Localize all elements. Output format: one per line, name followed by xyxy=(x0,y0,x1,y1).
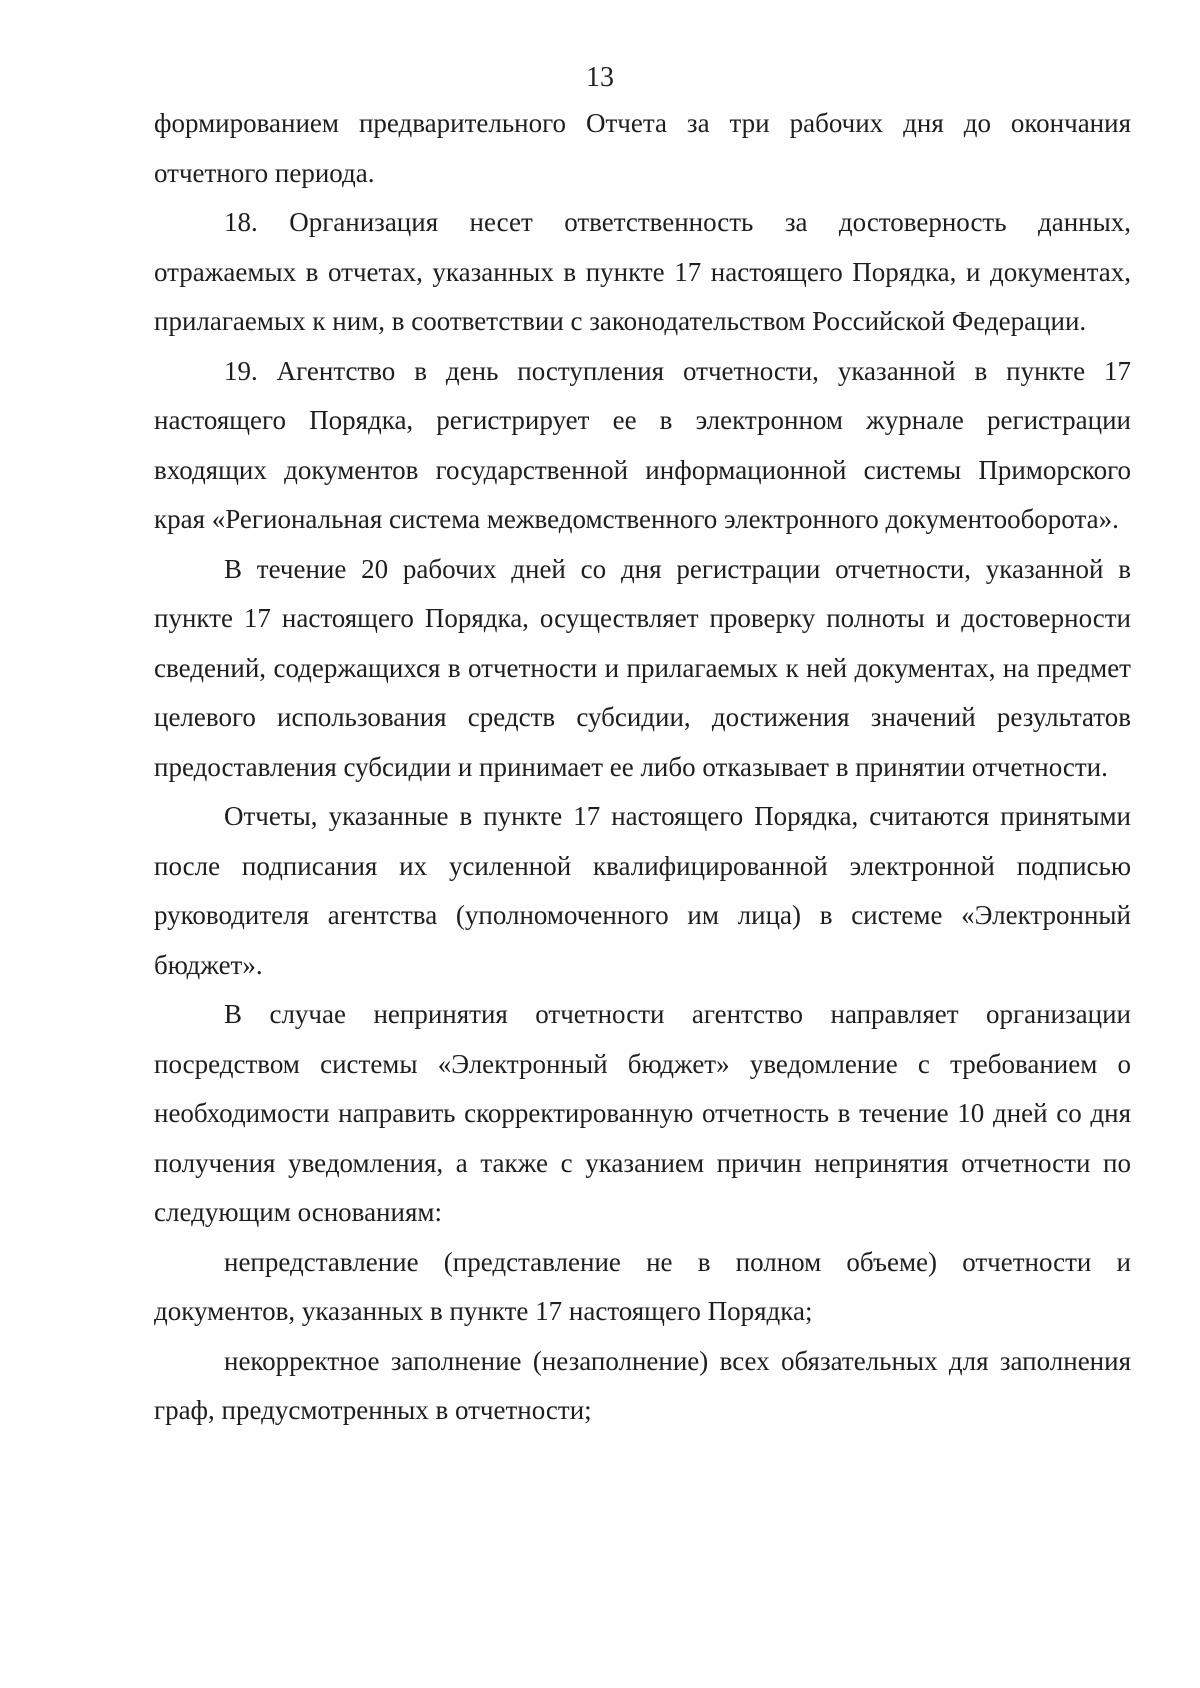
page-number: 13 xyxy=(586,62,614,93)
document-body xyxy=(154,99,1131,1436)
paragraph-rejection-notice: В случае непринятия отчетности агентство направляет организации посредством системы «Электронный бюджет» уведомление с требованием о необходимости направить скорректированную отчетность в течение 10 дней со дня получения уведомления, а также с указанием причин непринятия отчетности по следующим основаниям: xyxy=(154,999,1131,1227)
paragraph-review-period: В течение 20 рабочих дней со дня регистрации отчетности, указанной в пункте 17 настоящего Порядка, осуществляет проверку полноты и достоверности сведений, содержащихся в отчетности и прилагаемых к ней документах, на предмет целевого использования средств субсидии, достижения значений результатов предоставления субсидии и принимает ее либо отказывает в принятии отчетности. xyxy=(154,553,1131,782)
paragraph-reports-accepted: Отчеты, указанные в пункте 17 настоящего Порядка, считаются принятыми после подписания их усиленной квалифицированной электронной подписью руководителя агентства (уполномоченного им лица) в системе «Электронный бюджет». xyxy=(154,801,1131,980)
paragraph-continuation: формированием предварительного Отчета за три рабочих дня до окончания отчетного периода. xyxy=(154,108,1131,188)
list-item-incorrect-filling: некорректное заполнение (незаполнение) всех обязательных для заполнения граф, предусмотренных в отчетности; xyxy=(154,1345,1131,1425)
paragraph-item-19: 19. Агентство в день поступления отчетности, указанной в пункте 17 настоящего Порядка, регистрирует ее в электронном журнале регистрации входящих документов государственной информационной системы Приморского края «Региональная система межведомственного электронного документооборота». xyxy=(154,355,1131,534)
list-item-incomplete-submission: непредставление (представление не в полном объеме) отчетности и документов, указанных в пункте 17 настоящего Порядка; xyxy=(154,1246,1131,1326)
paragraph-item-18: 18. Организация несет ответственность за достоверность данных, отражаемых в отчетах, указанных в пункте 17 настоящего Порядка, и документах, прилагаемых к ним, в соответствии с законодательством Российской Федерации. xyxy=(154,207,1131,336)
